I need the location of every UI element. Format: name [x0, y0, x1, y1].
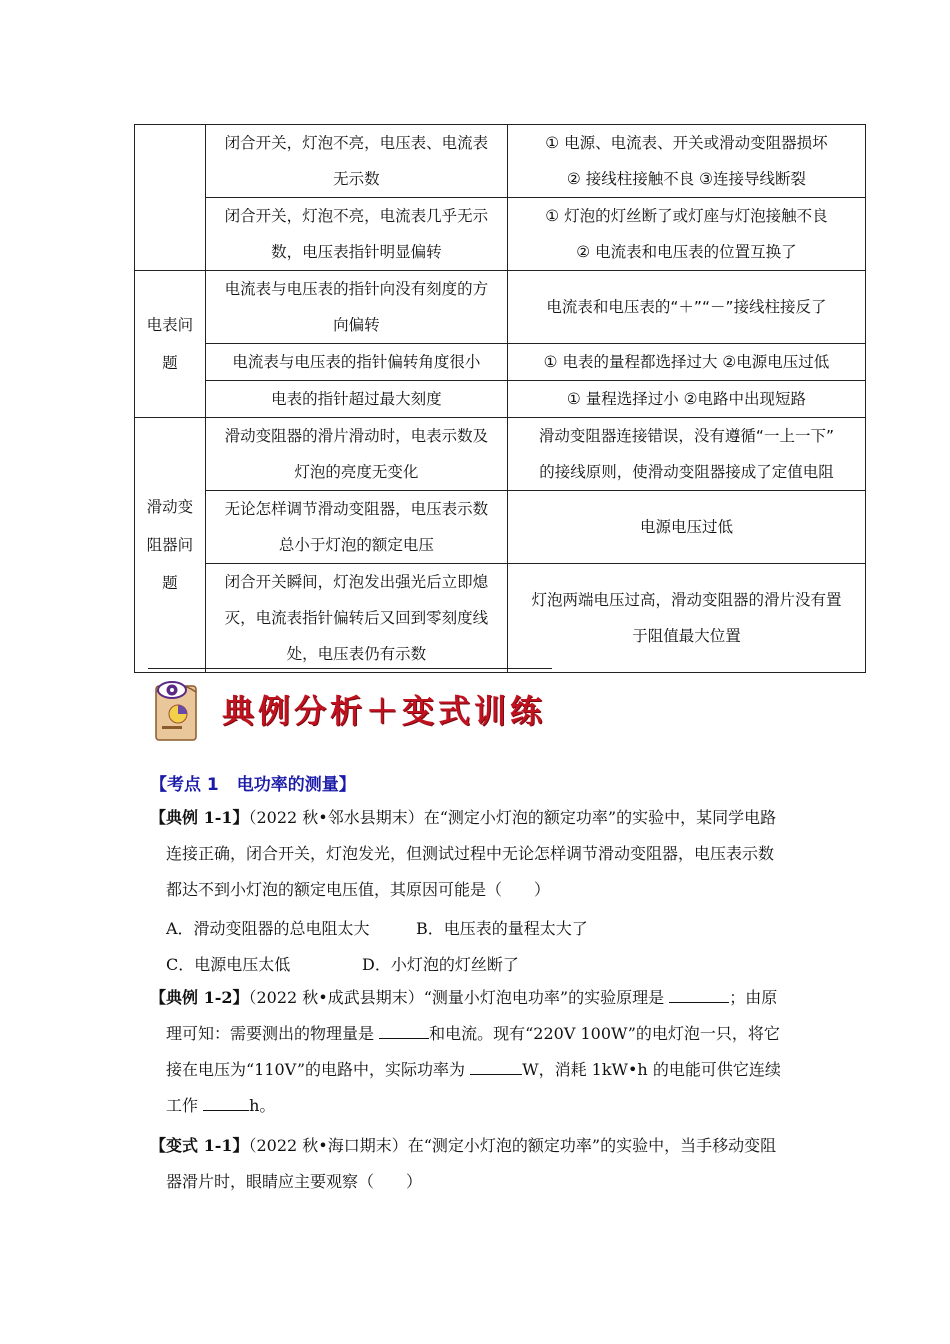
option-b: B．电压表的量程太大了	[416, 919, 588, 938]
category-cell-meter: 电表问 题	[135, 271, 206, 418]
answer-blank[interactable]	[203, 1092, 249, 1111]
example-question-1-1: 【典例 1-1】（2022 秋•邻水县期末）在“测定小灯泡的额定功率”的实验中，某同学电路 连接正确，闭合开关，灯泡发光，但测试过程中无论怎样调节滑动变阻器，电压表示数 都达不到小灯泡的额定电压值，其原因可能是（ ）	[150, 808, 777, 899]
table-row	[135, 271, 866, 344]
variant-question-1-1: 【变式 1-1】（2022 秋•海口期末）在“测定小灯泡的额定功率”的实验中，当手移动变阻 器滑片时，眼睛应主要观察（ ）	[150, 1136, 777, 1191]
option-c: C．电源电压太低	[166, 955, 291, 974]
symptom-cell: 电流表与电压表的指针向没有刻度的方 向偏转	[205, 271, 507, 344]
cause-cell: 滑动变阻器连接错误，没有遵循“一上一下” 的接线原则，使滑动变阻器接成了定值电阻	[507, 418, 865, 491]
symptom-cell: 滑动变阻器的滑片滑动时，电表示数及 灯泡的亮度无变化	[205, 418, 507, 491]
table-row	[135, 125, 866, 198]
example-question-1-2: 【典例 1-2】（2022 秋•成武县期末）“测量小灯泡电功率”的实验原理是 ；由原 理可知：需要测出的物理量是 和电流。现有“220V 100W”的电灯泡一只，将它 接在电压为“110V”的电路中，实际功率为 W，消耗 1kW•h 的电能可供它连续 工作 h。	[150, 980, 810, 1124]
cause-cell: ① 电表的量程都选择过大 ②电源电压过低	[507, 344, 865, 381]
answer-blank[interactable]	[669, 984, 729, 1003]
symptom-cell: 闭合开关，灯泡不亮，电压表、电流表 无示数	[205, 125, 507, 198]
symptom-cell: 闭合开关瞬间，灯泡发出强光后立即熄 灭，电流表指针偏转后又回到零刻度线 处，电压表仍有示数	[205, 564, 507, 673]
table-row	[135, 491, 866, 564]
fault-table	[134, 124, 866, 673]
cause-cell: 灯泡两端电压过高，滑动变阻器的滑片没有置 于阻值最大位置	[507, 564, 865, 673]
cause-cell: 电流表和电压表的“＋”“－”接线柱接反了	[507, 271, 865, 344]
cause-cell: ① 量程选择过小 ②电路中出现短路	[507, 381, 865, 418]
symptom-cell: 无论怎样调节滑动变阻器，电压表示数 总小于灯泡的额定电压	[205, 491, 507, 564]
table-row	[135, 564, 866, 673]
cause-cell: ① 灯泡的灯丝断了或灯座与灯泡接触不良 ② 电流表和电压表的位置互换了	[507, 198, 865, 271]
symptom-cell: 电表的指针超过最大刻度	[205, 381, 507, 418]
table-row	[135, 418, 866, 491]
cause-cell: ① 电源、电流表、开关或滑动变阻器损坏 ② 接线柱接触不良 ③连接导线断裂	[507, 125, 865, 198]
table-row	[135, 198, 866, 271]
option-d: D．小灯泡的灯丝断了	[362, 955, 519, 974]
option-a: A．滑动变阻器的总电阻太大	[166, 919, 370, 938]
symptom-cell: 电流表与电压表的指针偏转角度很小	[205, 344, 507, 381]
answer-blank[interactable]	[470, 1056, 522, 1075]
section-heading: 【考点 1 电功率的测量】	[150, 775, 356, 795]
table-row	[135, 381, 866, 418]
table-row	[135, 344, 866, 381]
answer-blank[interactable]	[379, 1020, 429, 1039]
section-banner-title: 典例分析＋变式训练	[222, 692, 547, 730]
cause-cell: 电源电压过低	[507, 491, 865, 564]
category-cell-empty	[135, 125, 206, 271]
symptom-cell: 闭合开关，灯泡不亮，电流表几乎无示 数，电压表指针明显偏转	[205, 198, 507, 271]
category-cell-rheostat: 滑动变 阻器问 题	[135, 418, 206, 673]
